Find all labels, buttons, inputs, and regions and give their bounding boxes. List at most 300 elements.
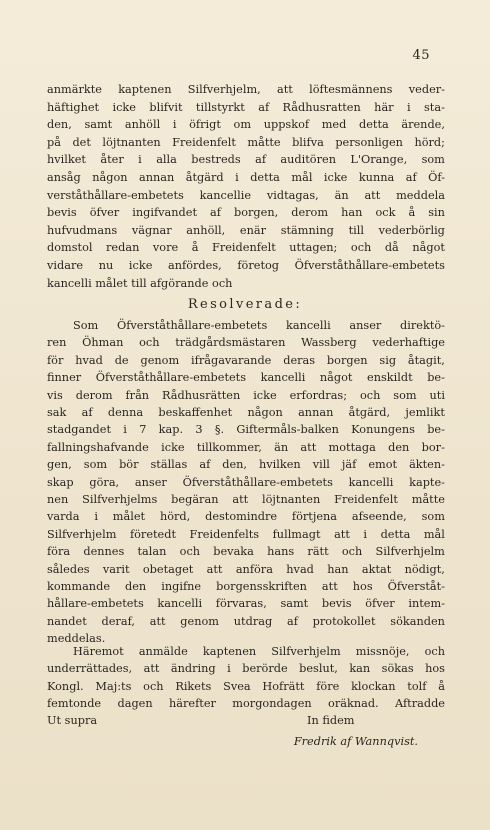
word: ärende, bbox=[401, 118, 445, 132]
word: icke bbox=[323, 171, 348, 184]
word: i bbox=[123, 423, 127, 437]
word: Svea bbox=[223, 679, 251, 693]
word: sökas bbox=[381, 662, 414, 676]
word: uppskof bbox=[263, 118, 310, 132]
word: den bbox=[125, 580, 147, 593]
word: i bbox=[227, 662, 231, 676]
word: §. bbox=[214, 423, 225, 437]
word: af bbox=[81, 406, 93, 419]
word: förtjena bbox=[291, 510, 338, 524]
word: bevis bbox=[321, 597, 352, 611]
word: berörde bbox=[242, 662, 288, 676]
text-line bbox=[47, 102, 445, 113]
word: som bbox=[421, 510, 445, 524]
word: varit bbox=[102, 562, 130, 576]
word: annan bbox=[298, 406, 334, 419]
word: och bbox=[179, 545, 201, 559]
text-line bbox=[47, 355, 445, 366]
word: underrättades, bbox=[47, 662, 133, 676]
text-line bbox=[47, 137, 445, 148]
word: annan bbox=[139, 171, 175, 184]
word: bevis bbox=[47, 206, 77, 220]
text-line bbox=[73, 320, 445, 331]
word: han bbox=[327, 562, 349, 576]
word: bevaka bbox=[213, 545, 254, 559]
word: att bbox=[206, 562, 223, 576]
word: föra bbox=[47, 545, 71, 559]
word: att bbox=[232, 493, 249, 506]
word: något bbox=[319, 371, 353, 385]
word: uttagen; bbox=[289, 241, 338, 255]
word: Freidenfelt bbox=[211, 241, 276, 255]
section-heading: Resolverade: bbox=[187, 297, 303, 312]
word: uti bbox=[429, 388, 445, 402]
word: kancelli bbox=[157, 597, 203, 611]
word: öfver bbox=[89, 206, 120, 220]
word: han bbox=[341, 206, 363, 220]
text-line bbox=[47, 242, 445, 253]
text-line bbox=[47, 424, 445, 435]
word: åtagit, bbox=[407, 353, 445, 367]
text-line bbox=[47, 172, 445, 183]
word: detta bbox=[358, 118, 389, 132]
text-line bbox=[47, 372, 445, 383]
word: deraf, bbox=[101, 614, 135, 628]
word: intem- bbox=[408, 597, 445, 611]
word: Öf- bbox=[428, 171, 445, 184]
word: öfrigt bbox=[189, 118, 221, 132]
signoff-row bbox=[47, 714, 445, 727]
word: till bbox=[348, 223, 364, 237]
word: klockan bbox=[351, 679, 396, 693]
word: och bbox=[424, 645, 445, 658]
text-line bbox=[47, 511, 445, 522]
text-line bbox=[47, 546, 445, 557]
word: redan bbox=[106, 241, 140, 255]
word: femtonde bbox=[47, 697, 102, 711]
word: jemlikt bbox=[405, 406, 445, 419]
text-line bbox=[47, 663, 445, 674]
word: mottaga bbox=[328, 440, 376, 454]
word: om bbox=[233, 118, 252, 132]
word: göra, bbox=[89, 475, 120, 489]
word: att bbox=[334, 527, 350, 541]
word: företog bbox=[237, 259, 280, 272]
word: Silfverhjelm, bbox=[187, 83, 261, 96]
text-line bbox=[47, 390, 445, 401]
word: varda bbox=[47, 510, 80, 524]
word: hos bbox=[352, 580, 373, 593]
word: ingifne bbox=[161, 580, 202, 593]
word: borgensskriften bbox=[216, 580, 307, 593]
word: blifva bbox=[292, 135, 324, 149]
word: Rådhusratten bbox=[282, 100, 361, 114]
word: att bbox=[149, 614, 166, 628]
word: Silfverhjelms bbox=[82, 493, 158, 506]
word: emot bbox=[368, 458, 398, 472]
word: hvilket bbox=[47, 153, 86, 167]
word: alla bbox=[156, 153, 177, 167]
word: hvilken bbox=[259, 458, 301, 472]
word: 7 bbox=[139, 423, 147, 437]
word: enskildt bbox=[367, 371, 413, 385]
text-line: kancelli målet till afgörande och bbox=[47, 276, 233, 290]
word: auditören bbox=[280, 153, 336, 167]
word: L'Orange, bbox=[350, 153, 408, 167]
word: och bbox=[350, 241, 372, 255]
word: personligen bbox=[335, 135, 403, 149]
word: obetaget bbox=[142, 562, 194, 576]
text-line: meddelas. bbox=[47, 632, 106, 646]
word: sak bbox=[47, 406, 67, 419]
text-line bbox=[47, 477, 445, 488]
word: Wassberg bbox=[301, 336, 357, 350]
word: ansåg bbox=[47, 171, 81, 184]
word: meddela bbox=[396, 188, 445, 202]
word: måtte bbox=[411, 493, 445, 506]
word: Kongl. bbox=[47, 679, 84, 693]
word: att bbox=[143, 662, 160, 676]
word: derom bbox=[291, 206, 329, 220]
word: trädgårdsmästaren bbox=[175, 336, 286, 350]
word: härefter bbox=[169, 697, 216, 711]
word: anhöll, bbox=[186, 223, 226, 237]
word: den, bbox=[222, 458, 248, 472]
word: hvad bbox=[75, 353, 103, 367]
word: hållare-embetets bbox=[47, 597, 144, 611]
word: vederhaftige bbox=[372, 336, 445, 350]
word: den, bbox=[47, 118, 72, 132]
word: Aftradde bbox=[395, 697, 445, 711]
word: Häremot bbox=[73, 645, 124, 658]
word: hvad bbox=[286, 562, 314, 576]
text-line bbox=[47, 84, 445, 95]
word: ingifvandet bbox=[132, 206, 197, 220]
word: å bbox=[438, 679, 445, 693]
word: Freidenfelts bbox=[189, 527, 260, 541]
word: i bbox=[138, 153, 142, 167]
word: å bbox=[191, 241, 199, 255]
word: ock bbox=[375, 206, 396, 220]
word: äkten- bbox=[409, 458, 445, 472]
word: än bbox=[334, 188, 349, 202]
word: löjtnanten bbox=[262, 493, 321, 506]
word: detta bbox=[250, 171, 280, 184]
word: skap bbox=[47, 475, 74, 489]
word: för bbox=[47, 353, 64, 367]
word: före bbox=[316, 679, 340, 693]
text-line bbox=[47, 598, 445, 609]
word: Öfverståthållare-embetets bbox=[95, 371, 247, 385]
word: anfördes, bbox=[168, 259, 222, 272]
word: borgen bbox=[326, 353, 368, 367]
word: vis bbox=[47, 388, 63, 402]
word: afseende, bbox=[351, 510, 407, 524]
text-line bbox=[47, 154, 445, 165]
word: åtgärd bbox=[185, 171, 224, 184]
word: sökanden bbox=[390, 614, 445, 628]
word: sin bbox=[428, 206, 445, 220]
text-line bbox=[47, 207, 445, 218]
word: någon bbox=[247, 406, 283, 419]
word: af bbox=[210, 206, 221, 220]
text-line bbox=[47, 190, 445, 201]
word: företedt bbox=[129, 527, 177, 541]
word: att bbox=[321, 580, 338, 593]
word: kommande bbox=[47, 580, 110, 593]
word: åter bbox=[100, 153, 124, 167]
word: protokollet bbox=[312, 614, 376, 628]
word: af bbox=[199, 458, 211, 472]
text-line bbox=[47, 442, 445, 453]
word: Som bbox=[73, 319, 99, 332]
word: målet bbox=[112, 510, 146, 524]
word: förvaras, bbox=[215, 597, 267, 611]
word: genom bbox=[140, 353, 180, 367]
word: morgondagen bbox=[232, 697, 312, 711]
word: beslut, bbox=[299, 662, 338, 676]
word: kaptenen bbox=[118, 83, 172, 96]
word: hufvudmans bbox=[47, 223, 118, 237]
word: vägnar bbox=[131, 223, 172, 237]
word: och bbox=[139, 336, 160, 350]
word: Konungens bbox=[351, 423, 415, 437]
word: Giftermåls-balken bbox=[236, 423, 339, 437]
word: aktat bbox=[361, 562, 392, 576]
word: dagen bbox=[117, 697, 153, 711]
word: fallningshafvande bbox=[47, 440, 149, 454]
word: vederbörlig bbox=[378, 223, 445, 237]
word: borgen, bbox=[233, 206, 279, 220]
word: tillkommer, bbox=[196, 440, 262, 454]
word: de bbox=[114, 353, 129, 367]
word: någon bbox=[92, 171, 128, 184]
word: nödigt, bbox=[404, 562, 445, 576]
word: något bbox=[412, 241, 445, 255]
word: i bbox=[94, 510, 98, 524]
word: bestreds bbox=[191, 153, 241, 167]
word: anmälde bbox=[138, 645, 188, 658]
text-line bbox=[47, 407, 445, 418]
word: i bbox=[235, 171, 239, 184]
word: öfver bbox=[365, 597, 395, 611]
word: nen bbox=[47, 493, 69, 506]
word: anser bbox=[134, 475, 167, 489]
word: som bbox=[421, 153, 445, 167]
word: tolf bbox=[407, 679, 427, 693]
word: oräknad. bbox=[328, 697, 379, 711]
word: ren bbox=[47, 336, 67, 350]
word: kancelli bbox=[260, 371, 306, 385]
word: blifvit bbox=[149, 100, 183, 114]
word: bor- bbox=[421, 440, 445, 454]
word: med bbox=[321, 118, 347, 132]
word: stadgandet bbox=[47, 423, 112, 437]
word: nandet bbox=[47, 614, 87, 628]
word: 3 bbox=[195, 423, 203, 437]
word: direktö- bbox=[400, 319, 445, 332]
word: beskaffenhet bbox=[158, 406, 233, 419]
word: vidare bbox=[47, 259, 84, 272]
word: på bbox=[47, 135, 61, 149]
word: Öfverståthållare-embetets bbox=[116, 319, 268, 332]
word: vill bbox=[312, 458, 330, 472]
word: som bbox=[393, 388, 417, 402]
word: vidtagas, bbox=[266, 188, 319, 202]
word: kaptenen bbox=[202, 645, 257, 658]
word: bör bbox=[119, 458, 139, 472]
word: då bbox=[384, 241, 399, 255]
text-line bbox=[47, 681, 445, 692]
word: destomindre bbox=[205, 510, 278, 524]
word: Öhman bbox=[82, 336, 124, 350]
word: än bbox=[274, 440, 289, 454]
signoff-right: In fidem bbox=[307, 714, 355, 727]
word: derom bbox=[75, 388, 113, 402]
text-line bbox=[47, 260, 445, 271]
word: kunna bbox=[358, 171, 395, 184]
word: ifrågavarande bbox=[191, 353, 272, 367]
word: å bbox=[408, 206, 416, 220]
word: kap. bbox=[158, 423, 184, 437]
word: som bbox=[83, 458, 108, 472]
word: af bbox=[258, 100, 270, 114]
word: Maj:ts bbox=[95, 679, 132, 693]
word: denna bbox=[107, 406, 144, 419]
word: enär bbox=[239, 223, 266, 237]
word: från bbox=[125, 388, 150, 402]
word: här bbox=[374, 100, 394, 114]
text-line bbox=[47, 529, 445, 540]
word: och bbox=[359, 388, 381, 402]
page-number: 45 bbox=[412, 48, 430, 63]
signer-name: Fredrik af Wannqvist. bbox=[293, 735, 418, 748]
word: utdrag bbox=[233, 614, 273, 628]
word: be- bbox=[427, 371, 445, 385]
word: häftighet bbox=[47, 100, 100, 114]
word: anhöll bbox=[124, 118, 161, 132]
word: Öfverståthållare-embetets bbox=[182, 475, 333, 489]
word: anser bbox=[349, 319, 382, 332]
word: jäf bbox=[341, 458, 357, 472]
word: kancellie bbox=[199, 188, 252, 202]
word: mål bbox=[291, 171, 313, 184]
word: icke bbox=[253, 388, 277, 402]
word: begäran bbox=[171, 493, 219, 506]
word: vore bbox=[152, 241, 179, 255]
word: i bbox=[172, 118, 177, 132]
word: missnöje, bbox=[355, 645, 410, 658]
word: i bbox=[406, 100, 411, 114]
word: att bbox=[300, 440, 317, 454]
word: fullmagt bbox=[272, 527, 321, 541]
text-line bbox=[47, 337, 445, 348]
word: ändring bbox=[170, 662, 216, 676]
text-line bbox=[47, 225, 445, 236]
word: åtgärd, bbox=[348, 406, 391, 419]
word: kapte- bbox=[409, 475, 445, 489]
word: rätt bbox=[307, 545, 329, 559]
word: deras bbox=[283, 353, 316, 367]
word: löjtnanten bbox=[102, 135, 161, 149]
word: gen, bbox=[47, 458, 72, 472]
word: icke bbox=[112, 100, 136, 114]
word: talan bbox=[137, 545, 167, 559]
word: Hofrätt bbox=[262, 679, 305, 693]
signoff-left: Ut supra bbox=[47, 714, 98, 727]
word: af bbox=[255, 153, 266, 167]
word: erfordras; bbox=[289, 388, 348, 402]
word: verståthållare-embetets bbox=[47, 188, 184, 202]
text-line bbox=[73, 646, 445, 657]
word: genom bbox=[180, 614, 220, 628]
word: finner bbox=[47, 371, 82, 385]
word: det bbox=[72, 135, 91, 149]
word: samt bbox=[280, 597, 309, 611]
word: tillstyrkt bbox=[195, 100, 245, 114]
word: hos bbox=[425, 662, 445, 676]
word: dennes bbox=[83, 545, 125, 559]
word: kancelli bbox=[348, 475, 394, 489]
word: löftesmännens bbox=[309, 83, 393, 96]
word: nu bbox=[98, 259, 114, 272]
text-line bbox=[47, 119, 445, 130]
word: måtte bbox=[247, 135, 281, 149]
word: sta- bbox=[424, 100, 445, 114]
word: ställas bbox=[150, 458, 188, 472]
word: Freidenfelt bbox=[172, 135, 236, 149]
word: hörd; bbox=[414, 135, 445, 149]
word: icke bbox=[161, 440, 185, 454]
word: stämning bbox=[280, 223, 334, 237]
word: att bbox=[277, 83, 293, 96]
text-line bbox=[47, 698, 445, 709]
word: hörd, bbox=[159, 510, 191, 524]
word: veder- bbox=[408, 83, 445, 96]
word: Öfverståthållare-embetets bbox=[294, 259, 445, 272]
word: Rikets bbox=[175, 679, 212, 693]
word: Rådhusrätten bbox=[162, 388, 241, 402]
text-line bbox=[47, 581, 445, 592]
word: Silfverhjelm bbox=[375, 545, 445, 559]
word: Silfverhjelm bbox=[271, 645, 341, 658]
word: anföra bbox=[235, 562, 273, 576]
word: Freidenfelt bbox=[334, 493, 398, 506]
word: sig bbox=[379, 353, 397, 367]
text-line bbox=[47, 459, 445, 470]
word: och bbox=[341, 545, 363, 559]
word: kan bbox=[349, 662, 371, 676]
text-line bbox=[47, 616, 445, 627]
word: domstol bbox=[47, 241, 93, 255]
word: hans bbox=[267, 545, 295, 559]
word: mål bbox=[423, 527, 445, 541]
word: således bbox=[47, 562, 90, 576]
word: och bbox=[143, 679, 164, 693]
word: samt bbox=[84, 118, 113, 132]
word: af bbox=[405, 171, 417, 184]
word: Öfverståt- bbox=[387, 580, 445, 593]
word: kancelli bbox=[285, 319, 331, 332]
text-line bbox=[47, 494, 445, 505]
word: att bbox=[364, 188, 381, 202]
text-line bbox=[47, 564, 445, 575]
word: icke bbox=[128, 259, 153, 272]
word: be- bbox=[427, 423, 445, 437]
word: detta bbox=[380, 527, 411, 541]
word: den bbox=[388, 440, 410, 454]
word: af bbox=[286, 614, 298, 628]
